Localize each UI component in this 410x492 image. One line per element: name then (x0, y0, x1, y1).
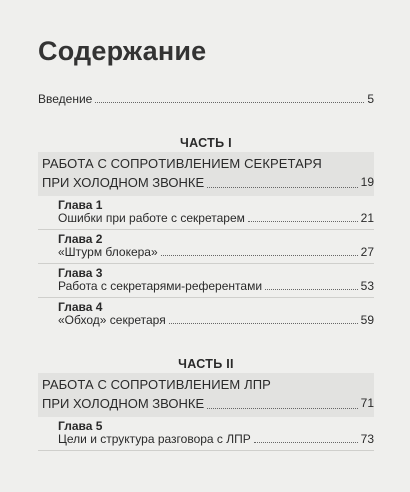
leader-dots (248, 220, 358, 222)
part-title-line: РАБОТА С СОПРОТИВЛЕНИЕМ СЕКРЕТАРЯ (42, 156, 322, 171)
part-title-line: ПРИ ХОЛОДНОМ ЗВОНКЕ (42, 396, 205, 411)
part-heading: ЧАСТЬ II (178, 357, 234, 371)
chapter-label: Глава 1 (58, 198, 103, 212)
divider (38, 229, 374, 230)
toc-page-number: 5 (367, 92, 374, 106)
toc-page-number: 21 (360, 211, 374, 225)
toc-entry-label: Введение (38, 92, 93, 106)
divider (38, 297, 374, 298)
chapter-label: Глава 5 (58, 419, 103, 433)
leader-dots (95, 101, 364, 103)
chapter-label: Глава 2 (58, 232, 103, 246)
part-title-line: ПРИ ХОЛОДНОМ ЗВОНКЕ (42, 175, 205, 190)
leader-dots (265, 288, 358, 290)
chapter-label: Глава 3 (58, 266, 103, 280)
divider (38, 450, 374, 451)
toc-entry-chapter-3[interactable] (58, 279, 374, 293)
toc-entry-label: «Штурм блокера» (58, 245, 158, 259)
toc-entry-chapter-2[interactable] (58, 245, 374, 259)
toc-page-number: 71 (360, 396, 374, 410)
leader-dots (207, 186, 358, 188)
leader-dots (254, 441, 358, 443)
leader-dots (161, 254, 358, 256)
toc-page-number: 59 (360, 313, 374, 327)
chapter-label: Глава 4 (58, 300, 103, 314)
toc-page-number: 53 (360, 279, 374, 293)
toc-entry-intro[interactable] (38, 92, 374, 106)
toc-page-number: 27 (360, 245, 374, 259)
divider (38, 263, 374, 264)
part-title-line: РАБОТА С СОПРОТИВЛЕНИЕМ ЛПР (42, 377, 271, 392)
toc-entry-label: Цели и структура разговора с ЛПР (58, 432, 251, 446)
toc-entry-label: Ошибки при работе с секретарем (58, 211, 245, 225)
toc-page-number: 19 (360, 175, 374, 189)
toc-entry-part-2[interactable] (42, 395, 374, 412)
toc-entry-chapter-5[interactable] (58, 432, 374, 446)
toc-page-number: 73 (360, 432, 374, 446)
toc-entry-part-1[interactable] (42, 174, 374, 191)
leader-dots (169, 322, 358, 324)
toc-entry-label: «Обход» секретаря (58, 313, 166, 327)
part-heading: ЧАСТЬ I (180, 136, 232, 150)
page-title: Содержание (38, 36, 207, 66)
leader-dots (207, 407, 358, 409)
toc-entry-label: Работа с секретарями-референтами (58, 279, 263, 293)
toc-entry-chapter-4[interactable] (58, 313, 374, 327)
toc-entry-chapter-1[interactable] (58, 211, 374, 225)
